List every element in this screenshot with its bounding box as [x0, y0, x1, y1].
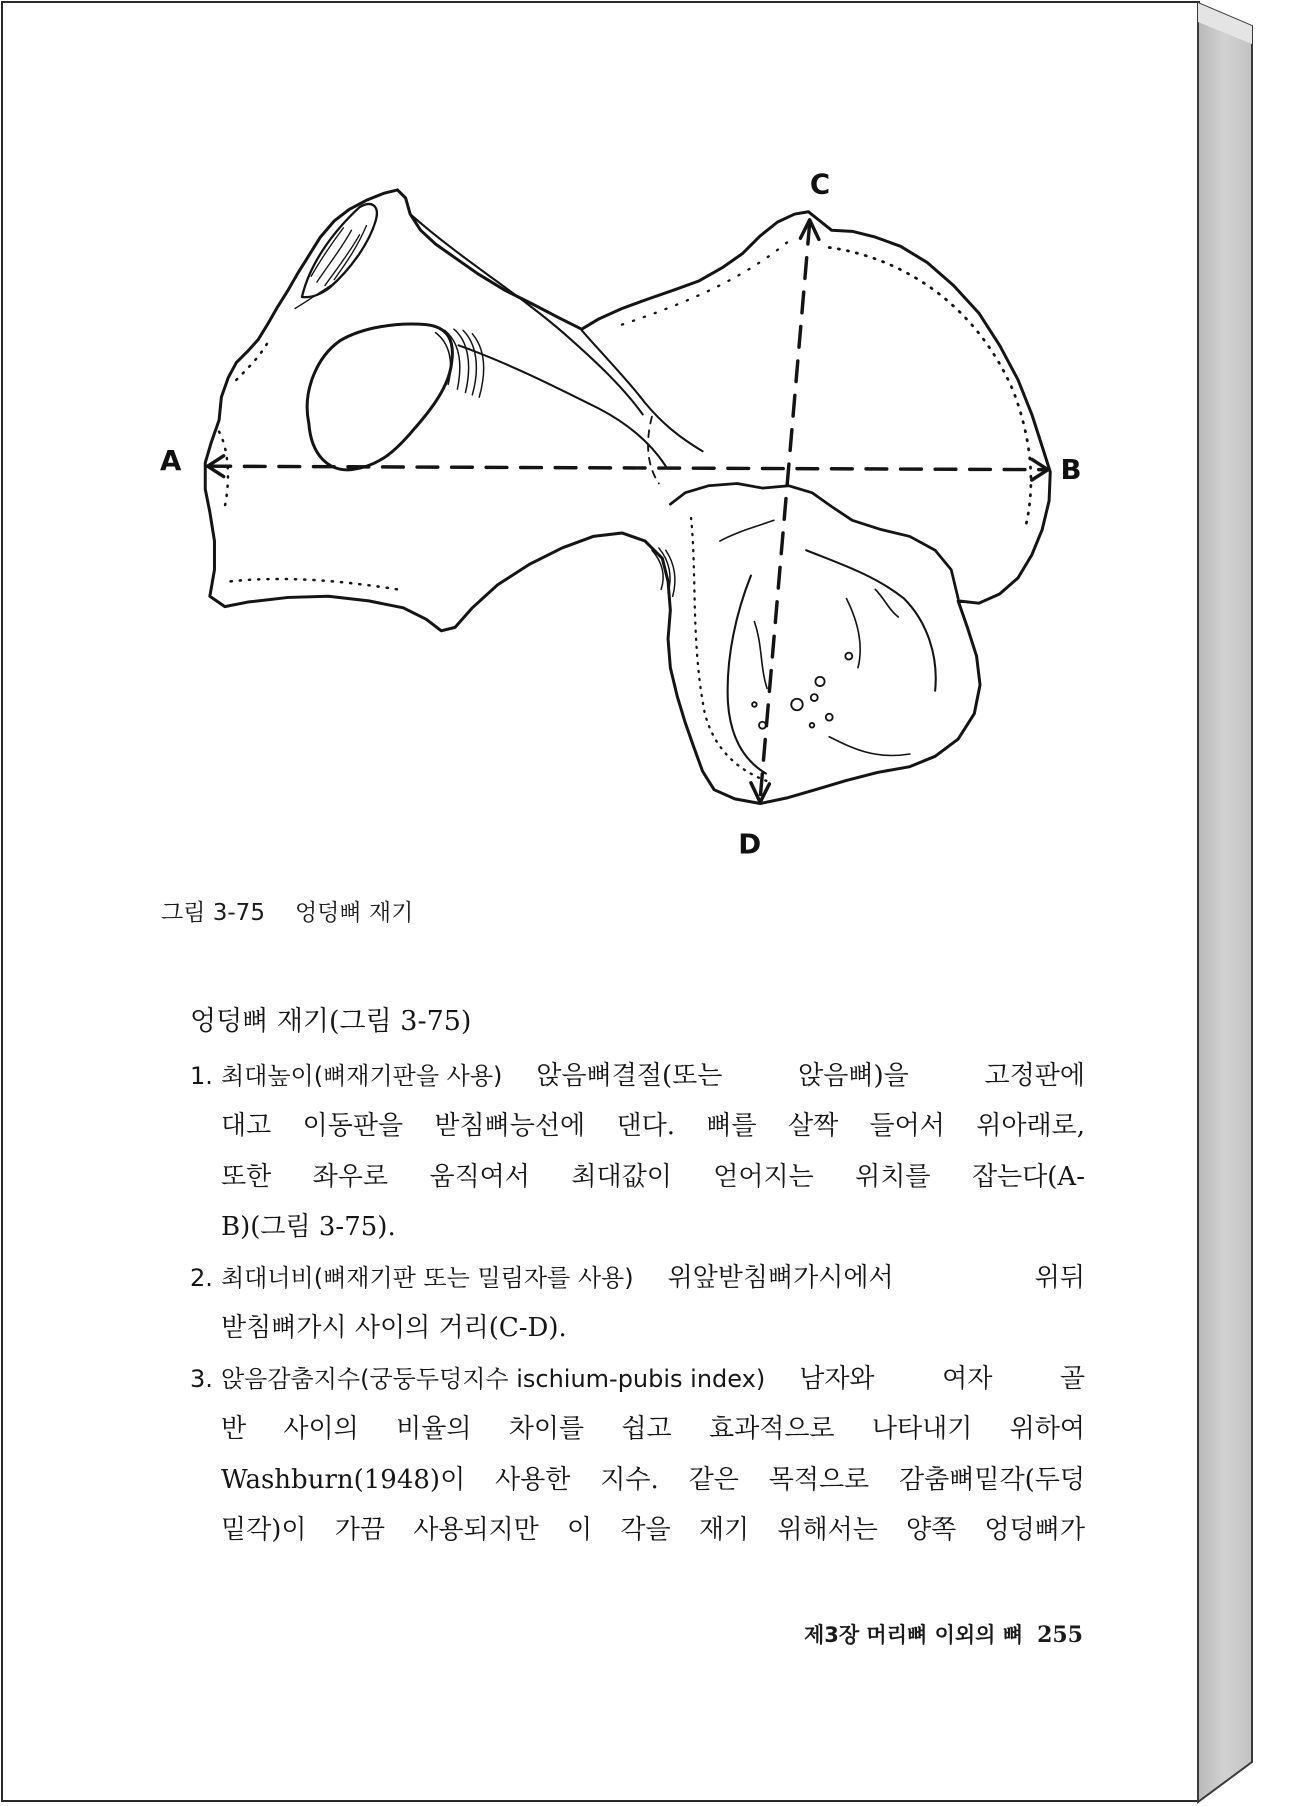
section-heading: 엉덩뼈 재기(그림 3-75) [190, 1006, 472, 1037]
item-text-line: 받침뼈가시 사이의 거리(C-D). [221, 1313, 567, 1343]
item-title: 앉음감춤지수(궁둥두덩지수 ischium-pubis index) [221, 1364, 766, 1393]
item-text-line: B)(그림 3-75). [221, 1212, 396, 1242]
item-text-line: 반 사이의 비율의 차이를 쉽고 효과적으로 나타내기 위하여 [221, 1414, 1085, 1444]
point-label-c: C [809, 167, 831, 201]
item-number: 1. [190, 1061, 213, 1090]
item-text-line: 밑각)이 가끔 사용되지만 이 각을 재기 위해서는 양쪽 엉덩뼈가 [221, 1515, 1085, 1545]
list-item-2 [190, 1253, 1085, 1354]
bone-pit [791, 699, 803, 711]
figure-caption [161, 897, 413, 929]
item-title: 최대높이(뼈재기판을 사용) [221, 1061, 503, 1090]
caption-title: 엉덩뼈 재기 [294, 900, 414, 926]
point-label-d: D [738, 827, 762, 861]
book-page-edge [1190, 0, 1260, 1806]
bone-pit [752, 702, 757, 707]
acetabulum-fossa [728, 576, 766, 774]
obturator-foramen [307, 324, 452, 470]
ilium-stipple-inner [622, 236, 795, 325]
bone-pit [845, 653, 852, 660]
bone-pit [815, 677, 824, 686]
page-number: 255 [1037, 1622, 1083, 1648]
item-title: 최대너비(뼈재기판 또는 밀림자를 사용) [221, 1263, 634, 1292]
list-item-first-line [190, 1051, 1085, 1102]
item-text-line: 앉음뼈결절(또는 앉음뼈)을 고정판에 [536, 1060, 1085, 1091]
list-item-1 [190, 1051, 1085, 1253]
caption-label: 그림 3-75 [161, 900, 265, 926]
pubic-ramus-line [459, 345, 666, 466]
list-item-3 [190, 1354, 1085, 1556]
acetabulum-rim [670, 483, 958, 598]
bone-pit [811, 694, 818, 701]
acetabulum-texture [720, 520, 910, 755]
acetabulum-lunate [806, 550, 936, 690]
item-text-line: Washburn(1948)이 사용한 지수. 같은 목적으로 감춤뼈밑각(두덩 [221, 1464, 1085, 1495]
item-number: 2. [190, 1263, 213, 1292]
item-text-line: 대고 이동판을 받침뼈능선에 댄다. 뼈를 살짝 들어서 위아래로, [221, 1111, 1085, 1141]
chapter-title: 제3장 머리뼈 이외의 뼈 [803, 1623, 1024, 1647]
book-edge-side [1198, 3, 1252, 1802]
page-footer [700, 1620, 1083, 1650]
list-item-first-line [190, 1253, 1085, 1304]
item-text-line: 남자와 여자 골 [799, 1363, 1085, 1394]
item-text-line: 또한 좌우로 움직여서 최대값이 얻어지는 위치를 잡는다(A- [221, 1161, 1085, 1192]
hip-bone-illustration [150, 161, 1094, 875]
measurement-line-cd [760, 223, 810, 799]
body-text [190, 997, 1085, 1556]
point-label-a: A [160, 443, 182, 477]
point-label-b: B [1060, 453, 1082, 487]
ilium-stipple [829, 247, 1031, 529]
iliac-line [582, 330, 703, 451]
item-number: 3. [190, 1364, 213, 1393]
bone-pit [826, 714, 833, 721]
notch-shading [652, 548, 675, 596]
list-item-first-line [190, 1354, 1085, 1405]
item-text-line: 위앞받침뼈가시에서 위뒤 [667, 1262, 1085, 1293]
bone-pit [810, 723, 815, 728]
